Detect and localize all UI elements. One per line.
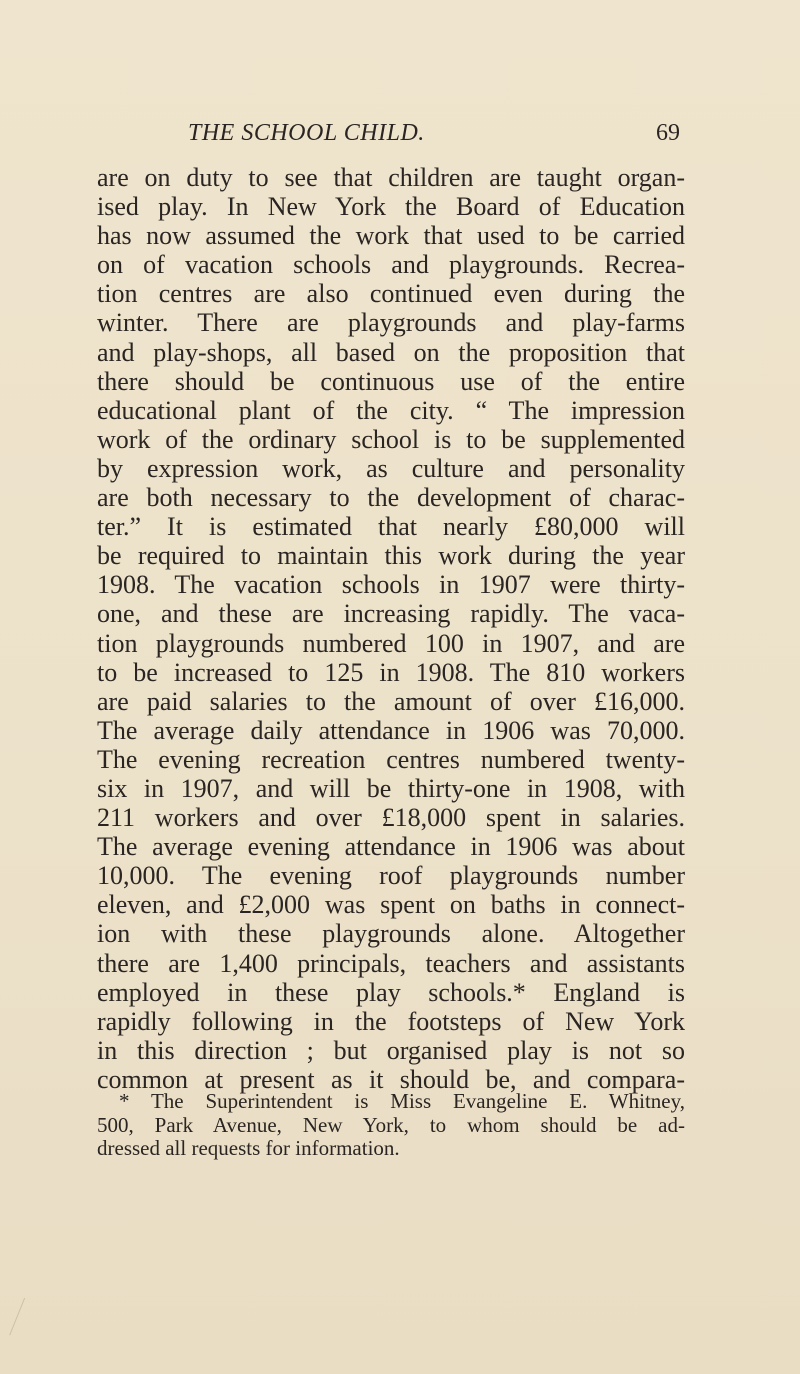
text-line: are both necessary to the development of charac- [97, 483, 685, 513]
text-line: are paid salaries to the amount of over £16,000. [97, 686, 685, 716]
text-line: The average daily attendance in 1906 was 70,000. [97, 715, 685, 745]
text-line: 10,000. The evening roof playgrounds number [97, 861, 685, 891]
text-line: The average evening attendance in 1906 was about [97, 832, 685, 862]
text-line: be required to maintain this work during the year [97, 541, 685, 571]
text-line: common at present as it should be, and compara- [97, 1064, 685, 1094]
text-line: on of vacation schools and playgrounds. Recrea- [97, 250, 685, 280]
paper-crease [9, 1298, 42, 1342]
footnote-line: * The Superintendent is Miss Evangeline E. Whitney, [119, 1089, 685, 1113]
body-paragraph [97, 163, 685, 1094]
text-line: work of the ordinary school is to be supplemented [97, 424, 685, 454]
text-line: are on duty to see that children are taught organ- [97, 163, 685, 192]
text-line: in this direction ; but organised play is not so [97, 1035, 685, 1065]
text-line: ised play. In New York the Board of Education [97, 192, 685, 222]
text-line: winter. There are playgrounds and play-farms [97, 308, 685, 338]
text-line: employed in these play schools.* England is [97, 977, 685, 1007]
text-line: ter.” It is estimated that nearly £80,000 will [97, 512, 685, 542]
text-line: 1908. The vacation schools in 1907 were thirty- [97, 570, 685, 600]
text-line: 211 workers and over £18,000 spent in salaries. [97, 803, 685, 833]
text-line: there are 1,400 principals, teachers and assistants [97, 948, 685, 978]
text-line: ion with these playgrounds alone. Altogether [97, 919, 685, 949]
text-line: educational plant of the city. “ The impression [97, 395, 685, 425]
text-line: six in 1907, and will be thirty-one in 1908, with [97, 773, 685, 803]
text-line: by expression work, as culture and personality [97, 453, 685, 483]
page-number: 69 [656, 120, 680, 146]
text-line: there should be continuous use of the entire [97, 366, 685, 396]
running-title: THE SCHOOL CHILD. [188, 120, 425, 146]
text-line: to be increased to 125 in 1908. The 810 workers [97, 657, 685, 687]
text-line: tion playgrounds numbered 100 in 1907, and are [97, 628, 685, 658]
text-line: rapidly following in the footsteps of New York [97, 1006, 685, 1036]
text-line: tion centres are also continued even during the [97, 279, 685, 309]
text-line: and play-shops, all based on the proposition that [97, 337, 685, 367]
text-line: eleven, and £2,000 was spent on baths in connect- [97, 890, 685, 920]
text-line: has now assumed the work that used to be carried [97, 221, 685, 251]
footnote-line: dressed all requests for information. [97, 1136, 400, 1160]
footnote-line: 500, Park Avenue, New York, to whom should be ad- [97, 1112, 685, 1137]
text-line: one, and these are increasing rapidly. The vaca- [97, 599, 685, 629]
running-head [188, 118, 688, 152]
footnote [97, 1090, 685, 1161]
text-line: The evening recreation centres numbered twenty- [97, 744, 685, 774]
